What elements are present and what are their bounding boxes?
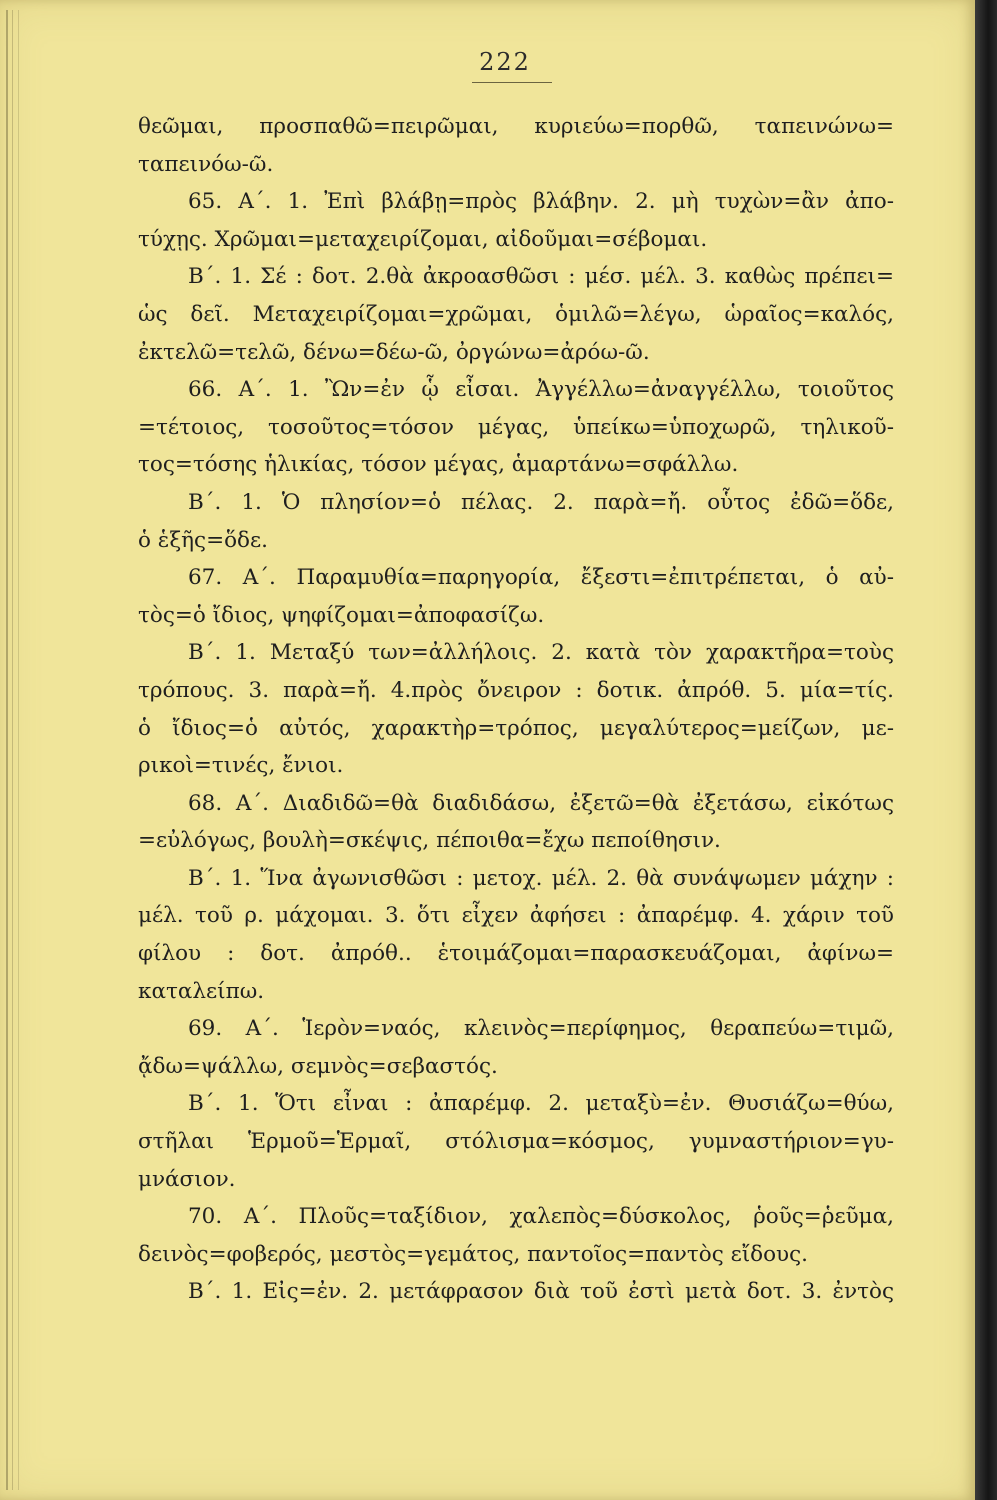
text-line: 68. Α΄. Διαδιδῶ=θὰ διαδιδάσω, ἐξετῶ=θὰ ἐξετάσω, εἰκότως <box>188 790 894 816</box>
text-line: ρικοὶ=τινές, ἔνιοι. <box>138 753 344 779</box>
text-line: ἐκτελῶ=τελῶ, δένω=δέω-ῶ, ὀργώνω=ἀρόω-ῶ. <box>138 339 650 365</box>
text-line: 65. Α΄. 1. Ἐπὶ βλάβῃ=πρὸς βλάβην. 2. μὴ τυχὼν=ἂν ἀπο- <box>188 189 894 215</box>
text-line: ὁ ἑξῆς=ὅδε. <box>138 527 268 553</box>
text-line: μνάσιον. <box>138 1166 236 1192</box>
text-line: ὁ ἴδιος=ὁ αὐτός, χαρακτὴρ=τρόπος, μεγαλύτερος=μείζων, με- <box>138 715 894 741</box>
text-line: Β΄. 1. Μεταξύ των=ἀλλήλοις. 2. κατὰ τὸν χαρακτῆρα=τοὺς <box>188 640 894 666</box>
page-margin-rule <box>6 10 8 1490</box>
text-line: τρόπους. 3. παρὰ=ἤ. 4.πρὸς ὄνειρον : δοτικ. ἀπρόθ. 5. μία=τίς. <box>138 677 894 703</box>
text-line: Β΄. 1. Σέ : δοτ. 2.θὰ ἀκροασθῶσι : μέσ. μέλ. 3. καθὼς πρέπει= <box>188 264 894 290</box>
text-line: στῆλαι Ἑρμοῦ=Ἑρμαῖ, στόλισμα=κόσμος, γυμναστήριον=γυ- <box>138 1129 894 1155</box>
body-text <box>138 108 894 1311</box>
text-line: τὸς=ὁ ἴδιος, ψηφίζομαι=ἀποφασίζω. <box>138 602 545 628</box>
text-line: θεῶμαι, προσπαθῶ=πειρῶμαι, κυριεύω=πορθῶ, ταπεινώνω= <box>138 114 894 139</box>
text-line: φίλου : δοτ. ἀπρόθ.. ἑτοιμάζομαι=παρασκευάζομαι, ἀφίνω= <box>138 941 894 967</box>
page-number-underline <box>472 82 552 83</box>
text-line: 67. Α΄. Παραμυθία=παρηγορία, ἔξεστι=ἐπιτρέπεται, ὁ αὐ- <box>188 565 894 591</box>
text-line: μέλ. τοῦ ρ. μάχομαι. 3. ὅτι εἶχεν ἀφήσει : ἀπαρέμφ. 4. χάριν τοῦ <box>138 903 894 929</box>
text-line: 69. Α΄. Ἱερὸν=ναός, κλεινὸς=περίφημος, θεραπεύω=τιμῶ, <box>188 1016 894 1042</box>
text-line: =εὐλόγως, βουλὴ=σκέψις, πέποιθα=ἔχω πεποίθησιν. <box>138 828 721 854</box>
text-line: Β΄. 1. Ὁ πλησίον=ὁ πέλας. 2. παρὰ=ἤ. οὗτος ἐδῶ=ὅδε, <box>188 489 894 515</box>
text-line: 66. Α΄. 1. Ὢν=ἐν ᾧ εἶσαι. Ἀγγέλλω=ἀναγγέλλω, τοιοῦτος <box>188 377 894 403</box>
book-spine-edge <box>975 0 997 1500</box>
page-margin-rule <box>12 10 13 1490</box>
text-line: δεινὸς=φοβερός, μεστὸς=γεμάτος, παντοῖος=παντὸς εἴδους. <box>138 1241 808 1267</box>
page-margin-rule <box>18 10 19 1490</box>
page-number: 222 <box>479 48 531 76</box>
text-line: ᾄδω=ψάλλω, σεμνὸς=σεβαστός. <box>138 1053 498 1079</box>
text-line: Β΄. 1. Ἵνα ἀγωνισθῶσι : μετοχ. μέλ. 2. θὰ συνάψωμεν μάχην : <box>188 865 894 891</box>
text-line: τύχῃς. Χρῶμαι=μεταχειρίζομαι, αἰδοῦμαι=σέβομαι. <box>138 226 708 252</box>
text-line: Β΄. 1. Εἰς=ἐν. 2. μετάφρασον διὰ τοῦ ἐστὶ μετὰ δοτ. 3. ἐντὸς <box>188 1279 894 1305</box>
text-line: Β΄. 1. Ὅτι εἶναι : ἀπαρέμφ. 2. μεταξὺ=ἐν. Θυσιάζω=θύω, <box>188 1091 894 1117</box>
text-line: 70. Α΄. Πλοῦς=ταξίδιον, χαλεπὸς=δύσκολος, ῥοῦς=ῥεῦμα, <box>188 1204 894 1230</box>
text-line: =τέτοιος, τοσοῦτος=τόσον μέγας, ὑπείκω=ὑποχωρῶ, τηλικοῦ- <box>138 414 894 440</box>
text-line: ταπεινόω-ῶ. <box>138 151 274 177</box>
text-line: ὡς δεῖ. Μεταχειρίζομαι=χρῶμαι, ὁμιλῶ=λέγω, ὡραῖος=καλός, <box>138 301 894 327</box>
text-line: καταλείπω. <box>138 978 265 1004</box>
text-line: τος=τόσης ἡλικίας, τόσον μέγας, ἁμαρτάνω=σφάλλω. <box>138 452 739 478</box>
